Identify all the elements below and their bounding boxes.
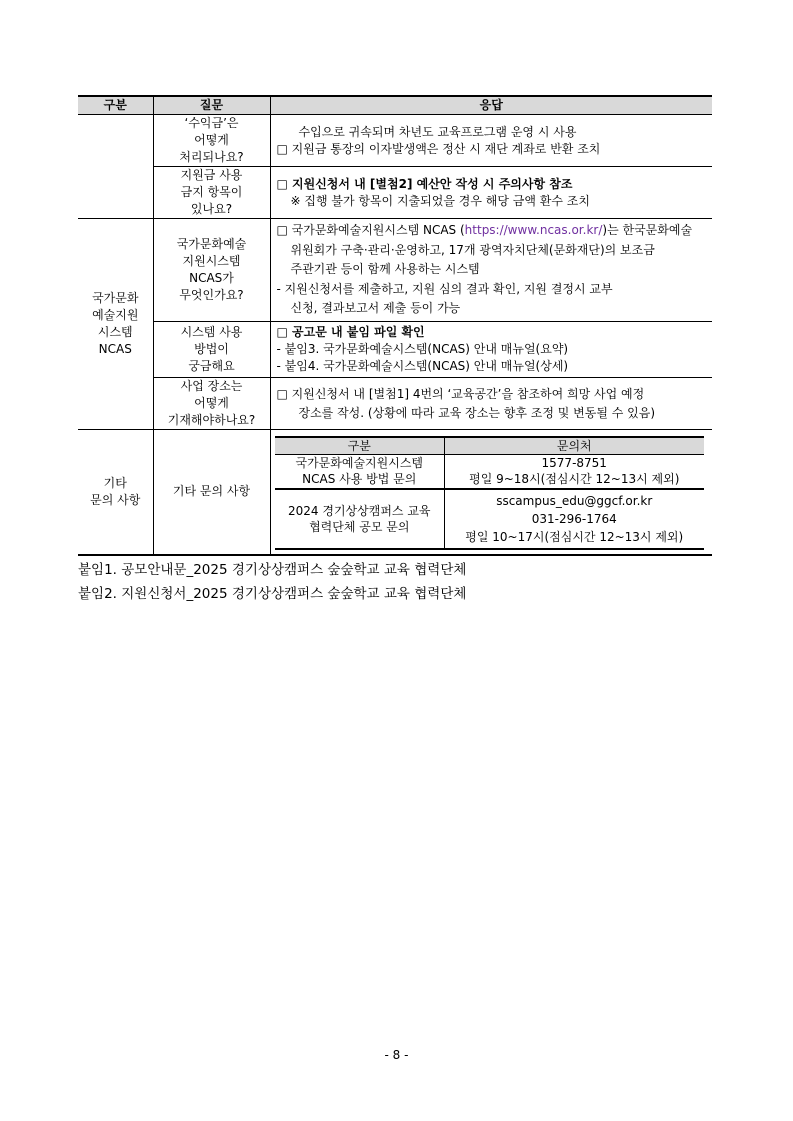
contact-row — [275, 455, 704, 489]
table-row — [78, 219, 712, 322]
header-answer: 응답 — [270, 96, 712, 115]
table-row — [78, 430, 712, 555]
table-row — [78, 322, 712, 378]
table-row — [78, 115, 712, 167]
page-number: - 8 - — [384, 1048, 409, 1062]
contact-header-contact: 문의처 — [445, 437, 704, 455]
contact-info: sscampus_edu@ggcf.or.kr 031-296-1764 평일 10~17시(점심시간 12~13시 제외) — [445, 489, 704, 549]
answer-ncas-how: □ 공고문 내 붙임 파일 확인 - 붙임3. 국가문화예술시스템(NCAS) 안내 매뉴얼(요약) - 붙임4. 국가문화예술시스템(NCAS) 안내 매뉴얼(상세) — [270, 322, 712, 378]
answer-restricted: □ 지원신청서 내 [별첨2] 예산안 작성 시 주의사항 참조 ※ 집행 불가 항목이 지출되었을 경우 해당 금액 환수 조치 — [270, 167, 712, 219]
header-category: 구분 — [78, 96, 153, 115]
contact-table — [275, 436, 704, 550]
attachment-2: 붙임2. 지원신청서_2025 경기상상캠퍼스 숲숲학교 교육 협력단체 — [78, 586, 467, 602]
question-restricted: 지원금 사용 금지 항목이 있나요? — [153, 167, 270, 219]
contact-header-type: 구분 — [275, 437, 445, 455]
answer-income: 수입으로 귀속되며 차년도 교육프로그램 운영 시 사용 □ 지원금 통장의 이자발생액은 정산 시 재단 계좌로 반환 조치 — [270, 115, 712, 167]
table-row — [78, 167, 712, 219]
contact-type: 2024 경기상상캠퍼스 교육 협력단체 공모 문의 — [275, 489, 445, 549]
question-location: 사업 장소는 어떻게 기재해야하나요? — [153, 378, 270, 430]
contact-email[interactable]: sscampus_edu@ggcf.or.kr — [496, 493, 653, 508]
table-header-row — [78, 96, 712, 115]
question-ncas-how: 시스템 사용 방법이 궁금해요 — [153, 322, 270, 378]
contact-row — [275, 489, 704, 549]
question-income: ‘수익금’은 어떻게 처리되나요? — [153, 115, 270, 167]
category-other: 기타 문의 사항 — [78, 430, 153, 555]
question-other: 기타 문의 사항 — [153, 430, 270, 555]
answer-location: □ 지원신청서 내 [별첨1] 4번의 ‘교육공간’을 참조하여 희망 사업 예정 장소를 작성. (상황에 따라 교육 장소는 향후 조정 및 변동될 수 있음) — [270, 378, 712, 430]
category-ncas: 국가문화 예술지원 시스템 NCAS — [78, 219, 153, 430]
faq-table — [78, 95, 712, 556]
table-row — [78, 378, 712, 430]
question-ncas-what: 국가문화예술 지원시스템 NCAS가 무엇인가요? — [153, 219, 270, 322]
answer-other — [270, 430, 712, 555]
ncas-link[interactable]: https://www.ncas.or.kr/ — [464, 223, 603, 238]
contact-header-row — [275, 437, 704, 455]
contact-info: 1577-8751 평일 9~18시(점심시간 12~13시 제외) — [445, 455, 704, 489]
header-question: 질문 — [153, 96, 270, 115]
attachment-1: 붙임1. 공모안내문_2025 경기상상캠퍼스 숲숲학교 교육 협력단체 — [78, 562, 467, 578]
contact-type: 국가문화예술지원시스템 NCAS 사용 방법 문의 — [275, 455, 445, 489]
answer-ncas-what: □ 국가문화예술지원시스템 NCAS (https://www.ncas.or.kr/)는 한국문화예술 위원회가 구축·관리·운영하고, 17개 광역자치단체(문화재단)의 보조금 주관기관 등이 함께 사용하는 시스템 - 지원신청서를 제출하고, 지원 심의 결과 확인, 지원 결정시 교부 신청, 결과보고서 제출 등이 가능 — [270, 219, 712, 322]
category-cell-empty — [78, 115, 153, 219]
